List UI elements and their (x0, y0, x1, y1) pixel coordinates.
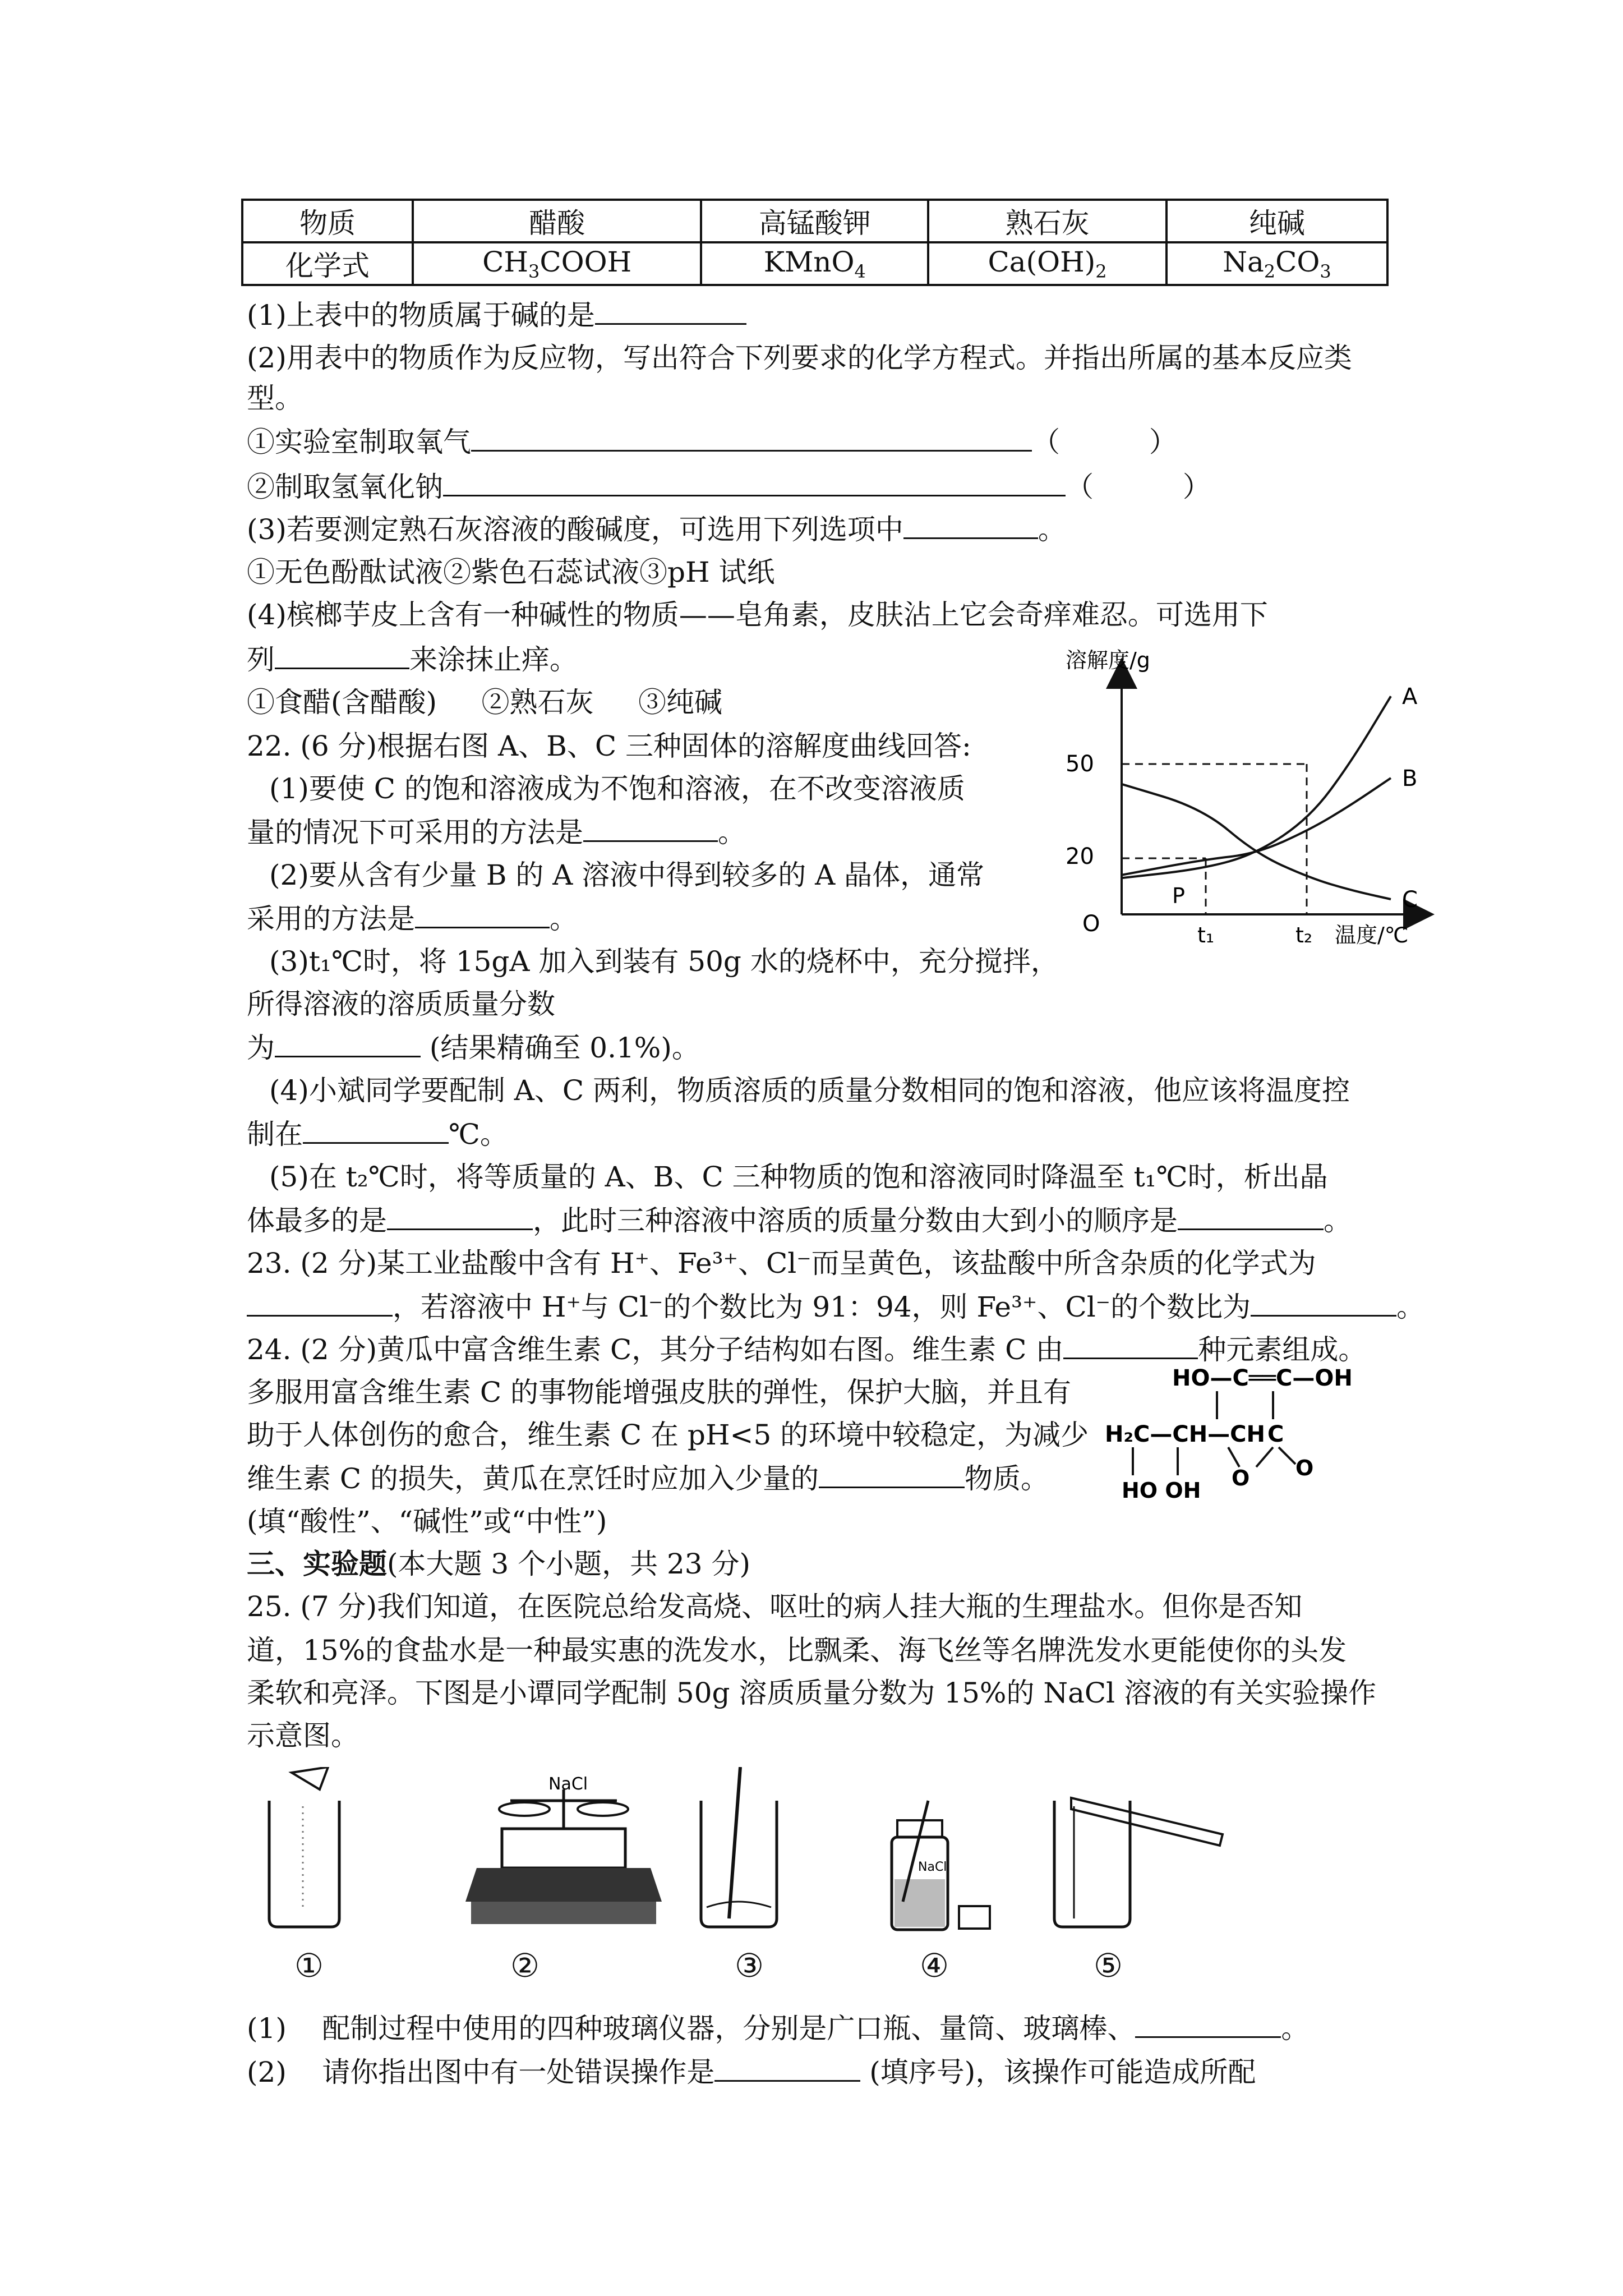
table-cell: 化学式 (242, 242, 413, 285)
q22-part3-line2: 所得溶液的溶质质量分数 (247, 988, 555, 1020)
answer-blank[interactable] (1063, 1332, 1198, 1359)
chemical-table (241, 199, 1389, 286)
q21-part4-options: ①食醋(含醋酸) ②熟石灰 ③纯碱 (247, 686, 722, 719)
q22-part3-line3 (247, 1030, 700, 1065)
q22-part5-line2 (247, 1203, 1352, 1237)
q24-line4 (247, 1461, 1049, 1496)
answer-blank[interactable] (471, 424, 1032, 452)
balance-scale (465, 1774, 662, 1924)
text: 。 (550, 903, 578, 935)
answer-blank[interactable] (247, 1289, 393, 1317)
y-tick-label: 50 (1066, 751, 1094, 777)
answer-blank[interactable] (275, 642, 409, 669)
q21-part3-options: ①无色酚酞试液②紫色石蕊试液③pH 试纸 (247, 556, 775, 588)
q22-part5-line1: (5)在 t₂℃时，将等质量的 A、B、C 三种物质的饱和溶液同时降温至 t₁℃时，析出晶 (269, 1161, 1328, 1193)
reaction-type-blank[interactable]: （ ） (1032, 426, 1177, 458)
y-axis-label: 溶解度/g (1066, 648, 1150, 673)
q24-line5: (填“酸性”、“碱性”或“中性”) (247, 1505, 607, 1538)
answer-blank[interactable] (275, 1030, 421, 1057)
text: 24. (2 分)黄瓜中富含维生素 C，其分子结构如右图。维生素 C 由 (247, 1333, 1064, 1366)
beaker-with-glass-rod (701, 1767, 777, 1927)
text: 来涂抹止痒。 (409, 643, 578, 676)
answer-blank[interactable] (443, 469, 1066, 496)
q23-line2 (247, 1289, 1424, 1324)
figure-label-2: ② (510, 1947, 540, 1985)
table-row (242, 200, 1387, 242)
structure-middle: H₂C—CH—CH (1105, 1421, 1266, 1447)
text: 物质。 (965, 1462, 1049, 1495)
q21-part3-text: (3)若要测定熟石灰溶液的酸碱度，可选用下列选项中 (247, 513, 903, 546)
q25-line2: 道，15%的食盐水是一种最实惠的洗发水，比飘柔、海飞丝等名牌洗发水更能使你的头发 (247, 1634, 1347, 1667)
table-cell: $CH_3COOH$ (413, 242, 701, 285)
answer-blank[interactable] (903, 512, 1038, 539)
x-tick-label: t₂ (1295, 923, 1313, 947)
text: (1) 配制过程中使用的四种玻璃仪器，分别是广口瓶、量筒、玻璃棒、 (247, 2012, 1136, 2045)
structure-top: HO—C══C—OH (1172, 1365, 1353, 1391)
text: 维生素 C 的损失，黄瓜在烹饪时应加入少量的 (247, 1462, 819, 1495)
answer-blank[interactable] (415, 901, 550, 928)
q21-naoh (247, 469, 1211, 504)
carbonyl-oxygen: O (1295, 1456, 1314, 1480)
text: 。 (1281, 2012, 1310, 2045)
nacl-label: NaCl (548, 1774, 588, 1794)
text: 种元素组成。 (1198, 1333, 1367, 1366)
text: 。 (718, 816, 746, 849)
section-title-bold: 三、实验题 (247, 1548, 387, 1580)
q21-part3 (247, 512, 1066, 546)
text: 采用的方法是 (247, 903, 415, 935)
series-label: C (1402, 887, 1418, 913)
q24-line3: 助于人体创伤的愈合，维生素 C 在 pH<5 的环境中较稳定，为减少 (247, 1419, 1089, 1451)
structure-middle-right: C (1267, 1421, 1284, 1447)
answer-blank[interactable] (714, 2054, 860, 2082)
text: (2) 请你指出图中有一处错误操作是 (247, 2056, 715, 2088)
q24-line1 (247, 1332, 1366, 1366)
table-cell: 醋酸 (413, 200, 701, 242)
beaker-with-paper (269, 1767, 339, 1927)
bottle-label: NaCl (918, 1860, 947, 1874)
answer-blank[interactable] (1178, 1203, 1324, 1230)
series-line-C (1122, 784, 1391, 899)
table-cell: $Na_2CO_3$ (1166, 242, 1387, 285)
answer-blank[interactable] (1135, 2010, 1281, 2038)
text: ，若溶液中 H⁺与 Cl⁻的个数比为 91：94，则 Fe³⁺、Cl⁻的个数比为 (393, 1291, 1251, 1323)
q25-part2 (247, 2054, 1256, 2089)
text: 体最多的是 (247, 1204, 387, 1237)
text: (填序号)，该操作可能造成所配 (860, 2056, 1256, 2088)
table-cell: $Ca(OH)_2$ (928, 242, 1166, 285)
q22-part2-line1: (2)要从含有少量 B 的 A 溶液中得到较多的 A 晶体，通常 (269, 859, 985, 891)
structure-bottom: HO OH (1122, 1478, 1201, 1503)
table-cell: 纯碱 (1166, 200, 1387, 242)
q22-part4-line2 (247, 1116, 508, 1151)
table-cell: 高锰酸钾 (701, 200, 928, 242)
text: (本大题 3 个小题，共 23 分) (387, 1548, 751, 1580)
q21-part2-line1: (2)用表中的物质作为反应物，写出符合下列要求的化学方程式。并指出所属的基本反应类 (247, 342, 1352, 374)
figure-label-3: ③ (735, 1947, 764, 1985)
x-axis-label: 温度/℃ (1335, 923, 1409, 947)
table-cell: 熟石灰 (928, 200, 1166, 242)
ring-oxygen: O (1232, 1466, 1250, 1490)
q23-line1: 23. (2 分)某工业盐酸中含有 H⁺、Fe³⁺、Cl⁻而呈黄色，该盐酸中所含杂质的化学式为 (247, 1247, 1316, 1280)
origin-label: O (1082, 911, 1100, 937)
y-tick-label: 20 (1066, 844, 1094, 869)
q22-part1-line2 (247, 815, 746, 849)
q21-oxygen (247, 424, 1177, 459)
section-3-title (247, 1547, 750, 1581)
series-label: B (1402, 766, 1418, 792)
x-tick-label: t₁ (1197, 923, 1215, 947)
answer-blank[interactable] (583, 815, 718, 842)
table-row (242, 242, 1387, 285)
text: 量的情况下可采用的方法是 (247, 816, 583, 849)
q25-part1 (247, 2010, 1309, 2045)
text: 。 (1396, 1291, 1425, 1323)
text: 制在 (247, 1118, 303, 1151)
answer-blank[interactable] (595, 297, 746, 325)
table-cell: KMnO$_4$ (701, 242, 928, 285)
punctuation: 。 (1038, 513, 1066, 546)
table-cell: 物质 (242, 200, 413, 242)
q22-part3-line1: (3)t₁℃时，将 15gA 加入到装有 50g 水的烧杯中，充分搅拌， (269, 945, 1059, 978)
text: 。 (1324, 1204, 1352, 1237)
series-line-B (1122, 778, 1391, 875)
q21-part4-line2 (247, 642, 578, 677)
figure-label-4: ④ (920, 1947, 949, 1985)
q22-part4-line1: (4)小斌同学要配制 A、C 两利，物质溶质的质量分数相同的饱和溶液，他应该将温度控 (269, 1074, 1350, 1107)
answer-blank[interactable] (387, 1203, 533, 1230)
text: ，此时三种溶液中溶质的质量分数由大到小的顺序是 (533, 1204, 1178, 1237)
vitamin-c-structure (1099, 1363, 1363, 1509)
q21-naoh-text: ②制取氢氧化钠 (247, 471, 443, 503)
q24-line2: 多服用富含维生素 C 的事物能增强皮肤的弹性，保护大脑，并且有 (247, 1376, 1072, 1409)
q21-oxygen-text: ①实验室制取氧气 (247, 426, 471, 458)
q21-part4-line1: (4)槟榔芋皮上含有一种碱性的物质——皂角素，皮肤沾上它会奇痒难忍。可选用下 (247, 599, 1268, 631)
q25-line1: 25. (7 分)我们知道，在医院总给发高烧、呕吐的病人挂大瓶的生理盐水。但你是否知 (247, 1590, 1303, 1623)
text: (结果精确至 0.1%)。 (421, 1032, 700, 1064)
solubility-chart (1043, 645, 1436, 948)
q21-part2-line2: 型。 (247, 382, 303, 415)
figure-label-5: ⑤ (1094, 1947, 1123, 1985)
q22-heading: 22. (6 分)根据右图 A、B、C 三种固体的溶解度曲线回答: (247, 730, 971, 762)
q21-part1-text: (1)上表中的物质属于碱的是 (247, 299, 595, 332)
reaction-type-blank[interactable]: （ ） (1066, 471, 1211, 503)
q25-line4: 示意图。 (247, 1719, 359, 1752)
point-label: P (1172, 884, 1185, 908)
lab-apparatus-figures (247, 1767, 1329, 1941)
reagent-bottle (892, 1801, 990, 1930)
series-label: A (1402, 684, 1418, 710)
text: ℃。 (449, 1118, 508, 1151)
answer-blank[interactable] (1251, 1289, 1396, 1317)
beaker-with-cylinder (1054, 1798, 1223, 1927)
q21-part1 (247, 297, 746, 332)
figure-label-1: ① (294, 1947, 324, 1985)
q22-part1-line1: (1)要使 C 的饱和溶液成为不饱和溶液，在不改变溶液质 (269, 772, 965, 805)
text: 为 (247, 1032, 275, 1064)
q22-part2-line2 (247, 901, 578, 936)
answer-blank[interactable] (303, 1116, 449, 1144)
answer-blank[interactable] (819, 1461, 965, 1488)
text: 列 (247, 643, 275, 676)
q25-line3: 柔软和亮泽。下图是小谭同学配制 50g 溶质质量分数为 15%的 NaCl 溶液的有关实验操作 (247, 1677, 1377, 1709)
